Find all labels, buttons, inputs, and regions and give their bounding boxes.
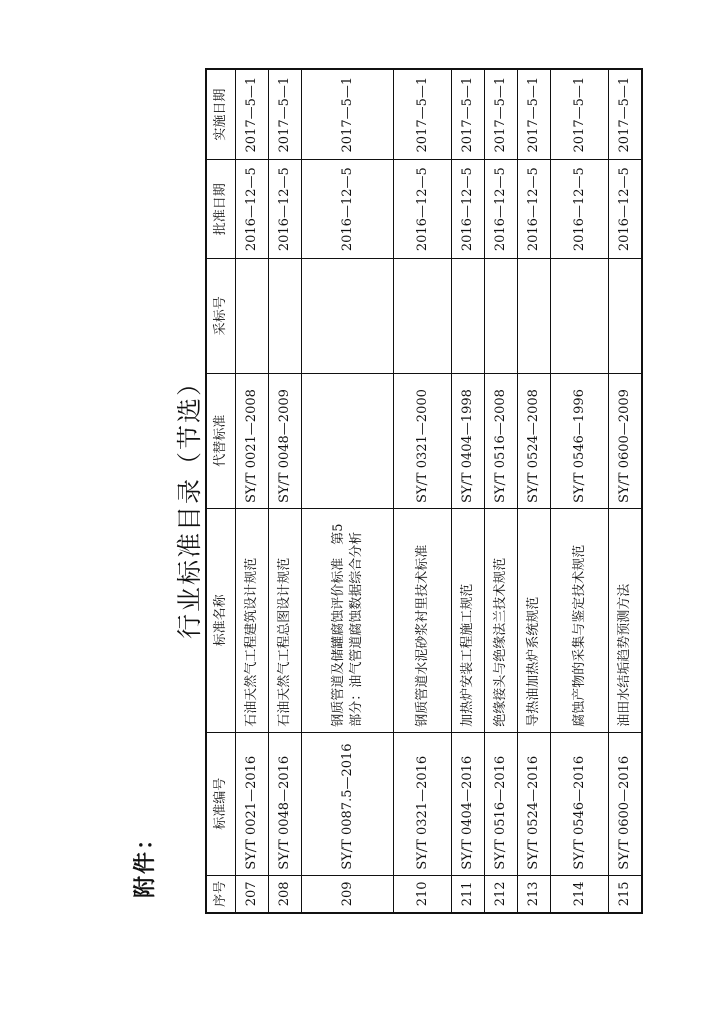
- row-code: SY/T 0546—2016: [551, 732, 609, 875]
- row-name: 腐蚀产物的采集与鉴定技术规范: [551, 508, 609, 732]
- row-impl-date: 2017—5—1: [485, 69, 518, 160]
- table-row: [609, 69, 642, 913]
- header-approval-date: 批准日期: [206, 160, 236, 259]
- page-title: 行业标准目录（节选）: [175, 369, 204, 640]
- row-replaced: SY/T 0321—2000: [394, 373, 452, 508]
- row-name: 石油天然气工程总图设计规范: [269, 508, 302, 732]
- header-replaced: 代替标准: [206, 373, 236, 508]
- row-adopted: [236, 259, 269, 374]
- row-no: 215: [609, 875, 642, 913]
- row-adopted: [302, 259, 394, 374]
- attachment-label: 附件：: [133, 825, 158, 898]
- row-no: 213: [518, 875, 551, 913]
- row-code: SY/T 0048—2016: [269, 732, 302, 875]
- row-replaced: SY/T 0524—2008: [518, 373, 551, 508]
- row-impl-date: 2017—5—1: [609, 69, 642, 160]
- row-no: 208: [269, 875, 302, 913]
- table-row: [236, 69, 269, 913]
- row-name: 绝缘接头与绝缘法兰技术规范: [485, 508, 518, 732]
- row-no: 211: [452, 875, 485, 913]
- row-approval-date: 2016—12—5: [609, 160, 642, 259]
- row-code: SY/T 0524—2016: [518, 732, 551, 875]
- row-replaced: SY/T 0546—1996: [551, 373, 609, 508]
- row-name: 油田水结垢趋势预测方法: [609, 508, 642, 732]
- row-code: SY/T 0321—2016: [394, 732, 452, 875]
- table-row: [551, 69, 609, 913]
- table-row: [452, 69, 485, 913]
- row-impl-date: 2017—5—1: [551, 69, 609, 160]
- table-row: [518, 69, 551, 913]
- header-name: 标准名称: [206, 508, 236, 732]
- row-no: 207: [236, 875, 269, 913]
- header-adopted: 采标号: [206, 259, 236, 374]
- row-name: 导热油加热炉系统规范: [518, 508, 551, 732]
- row-impl-date: 2017—5—1: [302, 69, 394, 160]
- row-name: 钢质管道水泥砂浆衬里技术标准: [394, 508, 452, 732]
- row-no: 210: [394, 875, 452, 913]
- row-approval-date: 2016—12—5: [236, 160, 269, 259]
- row-impl-date: 2017—5—1: [394, 69, 452, 160]
- row-no: 209: [302, 875, 394, 913]
- row-name: 加热炉安装工程施工规范: [452, 508, 485, 732]
- table-row: [269, 69, 302, 913]
- row-impl-date: 2017—5—1: [236, 69, 269, 160]
- row-replaced: SY/T 0516—2008: [485, 373, 518, 508]
- table-row: [394, 69, 452, 913]
- row-adopted: [269, 259, 302, 374]
- row-impl-date: 2017—5—1: [518, 69, 551, 160]
- row-adopted: [394, 259, 452, 374]
- row-replaced: SY/T 0600—2009: [609, 373, 642, 508]
- table-row: [485, 69, 518, 913]
- row-impl-date: 2017—5—1: [269, 69, 302, 160]
- row-adopted: [551, 259, 609, 374]
- header-impl-date: 实施日期: [206, 69, 236, 160]
- row-replaced: SY/T 0048—2009: [269, 373, 302, 508]
- row-replaced: SY/T 0021—2008: [236, 373, 269, 508]
- row-code: SY/T 0600—2016: [609, 732, 642, 875]
- row-adopted: [485, 259, 518, 374]
- table-header-row: [206, 69, 236, 913]
- row-adopted: [518, 259, 551, 374]
- row-name: 石油天然气工程建筑设计规范: [236, 508, 269, 732]
- row-replaced: SY/T 0404—1998: [452, 373, 485, 508]
- row-no: 212: [485, 875, 518, 913]
- row-name: 钢质管道及储罐腐蚀评价标准 第5部分：油气管道腐蚀数据综合分析: [302, 508, 394, 732]
- row-approval-date: 2016—12—5: [269, 160, 302, 259]
- row-adopted: [609, 259, 642, 374]
- table-row: [302, 69, 394, 913]
- standards-table: [205, 68, 643, 914]
- row-approval-date: 2016—12—5: [452, 160, 485, 259]
- row-code: SY/T 0516—2016: [485, 732, 518, 875]
- row-approval-date: 2016—12—5: [485, 160, 518, 259]
- row-code: SY/T 0404—2016: [452, 732, 485, 875]
- row-approval-date: 2016—12—5: [394, 160, 452, 259]
- row-adopted: [452, 259, 485, 374]
- row-impl-date: 2017—5—1: [452, 69, 485, 160]
- header-no: 序号: [206, 875, 236, 913]
- row-approval-date: 2016—12—5: [551, 160, 609, 259]
- row-approval-date: 2016—12—5: [302, 160, 394, 259]
- row-no: 214: [551, 875, 609, 913]
- row-approval-date: 2016—12—5: [518, 160, 551, 259]
- row-code: SY/T 0087.5—2016: [302, 732, 394, 875]
- row-code: SY/T 0021—2016: [236, 732, 269, 875]
- row-replaced: [302, 373, 394, 508]
- header-code: 标准编号: [206, 732, 236, 875]
